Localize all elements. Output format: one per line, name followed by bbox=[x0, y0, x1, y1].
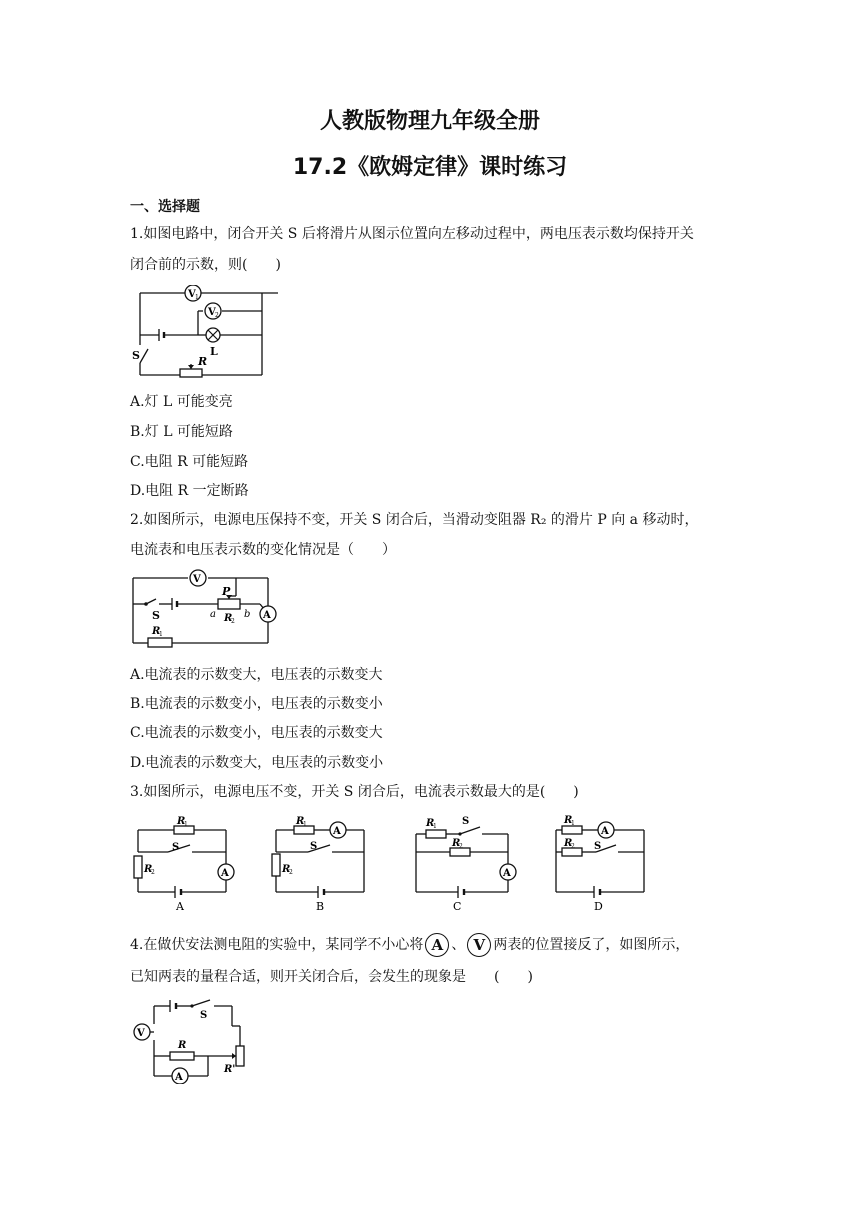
q4-stem-line2: 已知两表的量程合适，则开关闭合后，会发生的现象是 ( ) bbox=[130, 969, 533, 985]
q2-stem-line1: 2.如图所示，电源电压保持不变，开关 S 闭合后，当滑动变阻器 R₂ 的滑片 P 向 a 移动时， bbox=[130, 512, 699, 528]
q3-figure-b bbox=[268, 812, 378, 914]
svg-text:A: A bbox=[221, 868, 229, 879]
voltmeter-icon: V bbox=[467, 933, 491, 957]
slider-label: P bbox=[222, 585, 231, 598]
svg-text:1: 1 bbox=[571, 820, 575, 827]
lamp-label: L bbox=[210, 345, 218, 358]
q1-stem-line1: 1.如图电路中，闭合开关 S 后将滑片从图示位置向左移动过程中，两电压表示数均保持开关 bbox=[130, 226, 694, 242]
switch-label: S bbox=[152, 609, 160, 622]
svg-text:1: 1 bbox=[433, 823, 437, 830]
svg-text:R: R bbox=[144, 864, 153, 875]
svg-text:1: 1 bbox=[184, 821, 188, 828]
svg-text:R: R bbox=[178, 1040, 187, 1051]
svg-text:S: S bbox=[310, 841, 318, 852]
q1-option-a: A.灯 L 可能变亮 bbox=[130, 394, 233, 410]
q1-option-d: D.电阻 R 一定断路 bbox=[130, 483, 249, 499]
svg-text:S: S bbox=[594, 841, 602, 852]
svg-text:1: 1 bbox=[159, 631, 163, 638]
svg-text:S: S bbox=[462, 816, 470, 827]
v2-label: V bbox=[208, 307, 216, 318]
figure-label-a: A bbox=[176, 900, 184, 913]
svg-text:2: 2 bbox=[151, 869, 155, 876]
q2-option-a: A.电流表的示数变大，电压表的示数变大 bbox=[130, 667, 383, 683]
ammeter-label: A bbox=[263, 610, 271, 621]
svg-text:S: S bbox=[172, 842, 180, 853]
figure-label-c: C bbox=[453, 900, 462, 913]
svg-text:2: 2 bbox=[231, 618, 235, 625]
q1-circuit-diagram bbox=[128, 285, 278, 380]
v1-label: V bbox=[188, 289, 196, 300]
q2-option-b: B.电流表的示数变小，电压表的示数变小 bbox=[130, 696, 383, 712]
svg-text:A: A bbox=[175, 1072, 183, 1083]
q2-circuit-diagram bbox=[128, 566, 278, 650]
terminal-a-label: a bbox=[210, 609, 216, 620]
q3-figure-d bbox=[548, 812, 660, 914]
q1-stem-line2: 闭合前的示数，则( ) bbox=[130, 257, 281, 273]
q3-figure-a bbox=[130, 812, 240, 914]
resistor-label: R bbox=[198, 355, 208, 368]
figure-label-d: D bbox=[594, 900, 603, 913]
svg-text:R: R bbox=[564, 815, 573, 826]
q3-figure-c bbox=[408, 812, 520, 914]
svg-text:R: R bbox=[564, 838, 573, 849]
svg-text:R: R bbox=[282, 864, 291, 875]
page-title: 人教版物理九年级全册 bbox=[319, 109, 540, 134]
svg-text:A: A bbox=[503, 868, 511, 879]
q4-stem-line1: 4.在做伏安法测电阻的实验中，某同学不小心将 A 、 V 两表的位置接反了，如图所示， bbox=[130, 933, 689, 957]
figure-label-b: B bbox=[316, 900, 325, 913]
page-subtitle: 17.2《欧姆定律》课时练习 bbox=[292, 155, 568, 180]
q3-stem: 3.如图所示，电源电压不变，开关 S 闭合后，电流表示数最大的是( ) bbox=[130, 784, 579, 800]
svg-text:1: 1 bbox=[195, 294, 199, 301]
switch-label: S bbox=[132, 349, 140, 362]
q1-option-b: B.灯 L 可能短路 bbox=[130, 424, 233, 440]
svg-text:R: R bbox=[452, 838, 461, 849]
rheostat-label: R' bbox=[224, 1064, 236, 1075]
q1-option-c: C.电阻 R 可能短路 bbox=[130, 454, 249, 470]
r1-label: R bbox=[152, 626, 161, 637]
section-heading: 一、选择题 bbox=[130, 199, 200, 215]
svg-text:2: 2 bbox=[571, 843, 575, 850]
svg-text:2: 2 bbox=[459, 843, 463, 850]
svg-text:2: 2 bbox=[289, 869, 293, 876]
q2-option-c: C.电流表的示数变小，电压表的示数变大 bbox=[130, 725, 383, 741]
svg-text:A: A bbox=[601, 826, 609, 837]
terminal-b-label: b bbox=[244, 609, 251, 620]
svg-text:R: R bbox=[426, 818, 435, 829]
svg-text:V: V bbox=[137, 1028, 145, 1039]
voltmeter-label: V bbox=[193, 574, 201, 585]
svg-text:R: R bbox=[296, 816, 305, 827]
r2-label: R bbox=[224, 613, 233, 624]
q4-circuit-diagram bbox=[128, 994, 254, 1084]
ammeter-icon: A bbox=[425, 933, 449, 957]
svg-text:1: 1 bbox=[303, 821, 307, 828]
q2-option-d: D.电流表的示数变大，电压表的示数变小 bbox=[130, 755, 384, 771]
svg-text:S: S bbox=[200, 1010, 208, 1021]
svg-text:2: 2 bbox=[215, 312, 219, 319]
svg-text:R: R bbox=[177, 816, 186, 827]
svg-text:A: A bbox=[333, 826, 341, 837]
q2-stem-line2: 电流表和电压表示数的变化情况是（ ） bbox=[130, 542, 396, 558]
